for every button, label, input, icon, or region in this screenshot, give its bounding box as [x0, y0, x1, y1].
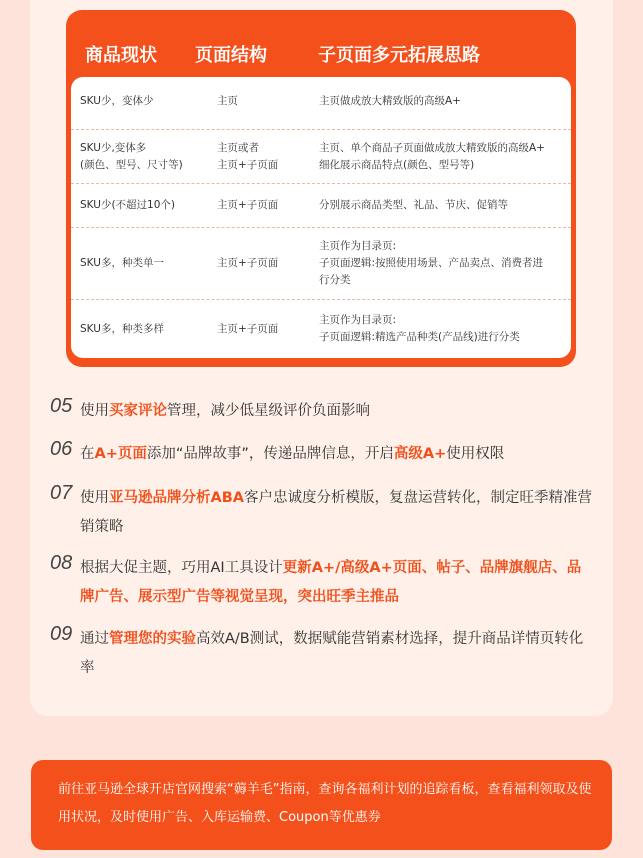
highlight-text: 高级A+ [393, 446, 447, 462]
cell-status: SKU少(不超过10个) [80, 199, 176, 211]
item-text [80, 440, 592, 469]
item-text [80, 625, 592, 683]
cell-idea: 主页做成放大精致版的高级A+ [319, 95, 461, 107]
body-text: 使用权限 [446, 446, 505, 462]
body-text: 在 [80, 446, 95, 462]
cell-idea: 主页作为目录页: 子页面逻辑:精选产品种类(产品线)进行分类 [319, 314, 520, 343]
item-text [80, 554, 592, 612]
header-structure: 页面结构 [195, 45, 267, 66]
highlight-text: A+页面 [94, 446, 147, 462]
item-text [80, 397, 592, 426]
item-number: 06 [50, 438, 73, 460]
cell-structure: 主页+子页面 [217, 323, 279, 335]
structure-table [66, 10, 576, 367]
body-text: 客户忠诚度分析模版，复盘运营转化，制定旺季精准营销策略 [80, 490, 592, 535]
footer-text: 前往亚马逊全球开店官网搜索“薅羊毛”指南，查询各福利计划的追踪看板，查看福利领取及使用状况，及时使用广告、入库运输费、Coupon等优惠券 [58, 782, 592, 825]
cell-structure: 主页 [217, 95, 238, 107]
item-number: 08 [50, 552, 73, 574]
cell-structure: 主页+子页面 [217, 257, 279, 269]
highlight-text: 买家评论 [109, 403, 167, 419]
item-number: 09 [50, 623, 73, 645]
table-row [71, 183, 571, 228]
highlight-text: 管理您的实验 [109, 631, 196, 647]
cell-status: SKU少，变体少 [80, 95, 154, 107]
body-text: 使用 [80, 403, 109, 419]
item-number: 05 [50, 395, 73, 417]
body-text: 管理，减少低星级评价负面影响 [167, 403, 370, 419]
body-text: 根据大促主题，巧用AI工具设计 [80, 560, 283, 576]
table-row [71, 299, 571, 358]
cell-idea: 主页作为目录页: 子页面逻辑:按照使用场景、产品卖点、消费者进 行分类 [319, 240, 544, 286]
body-text: 使用 [80, 490, 109, 506]
table-body [71, 77, 571, 358]
table-row [71, 227, 571, 300]
body-text: 添加“品牌故事”，传递品牌信息，开启 [146, 446, 394, 462]
body-text: 通过 [80, 631, 109, 647]
header-idea: 子页面多元拓展思路 [318, 45, 480, 66]
highlight-text: 更新A+/高级A+页面、帖子、品牌旗舰店、品牌广告、展示型广告等视觉呈现，突出旺季主推品 [80, 560, 582, 605]
table-row [71, 77, 571, 129]
cell-structure: 主页或者 主页+子页面 [217, 142, 279, 171]
cell-status: SKU少,变体多 (颜色、型号、尺寸等) [80, 142, 183, 171]
cell-idea: 主页、单个商品子页面做成放大精致版的高级A+ 细化展示商品特点(颜色、型号等) [319, 142, 545, 171]
item-text [80, 484, 592, 542]
table-row [71, 129, 571, 184]
cell-structure: 主页+子页面 [217, 199, 279, 211]
body-text: 高效A/B测试，数据赋能营销素材选择，提升商品详情页转化率 [80, 631, 584, 676]
cell-status: SKU多，种类单一 [80, 257, 164, 269]
cell-status: SKU多，种类多样 [80, 323, 164, 335]
footer-banner [31, 760, 612, 850]
header-status: 商品现状 [85, 45, 157, 66]
highlight-text: 亚马逊品牌分析ABA [109, 490, 244, 506]
item-number: 07 [50, 482, 73, 504]
cell-idea: 分别展示商品类型、礼品、节庆、促销等 [319, 199, 508, 211]
